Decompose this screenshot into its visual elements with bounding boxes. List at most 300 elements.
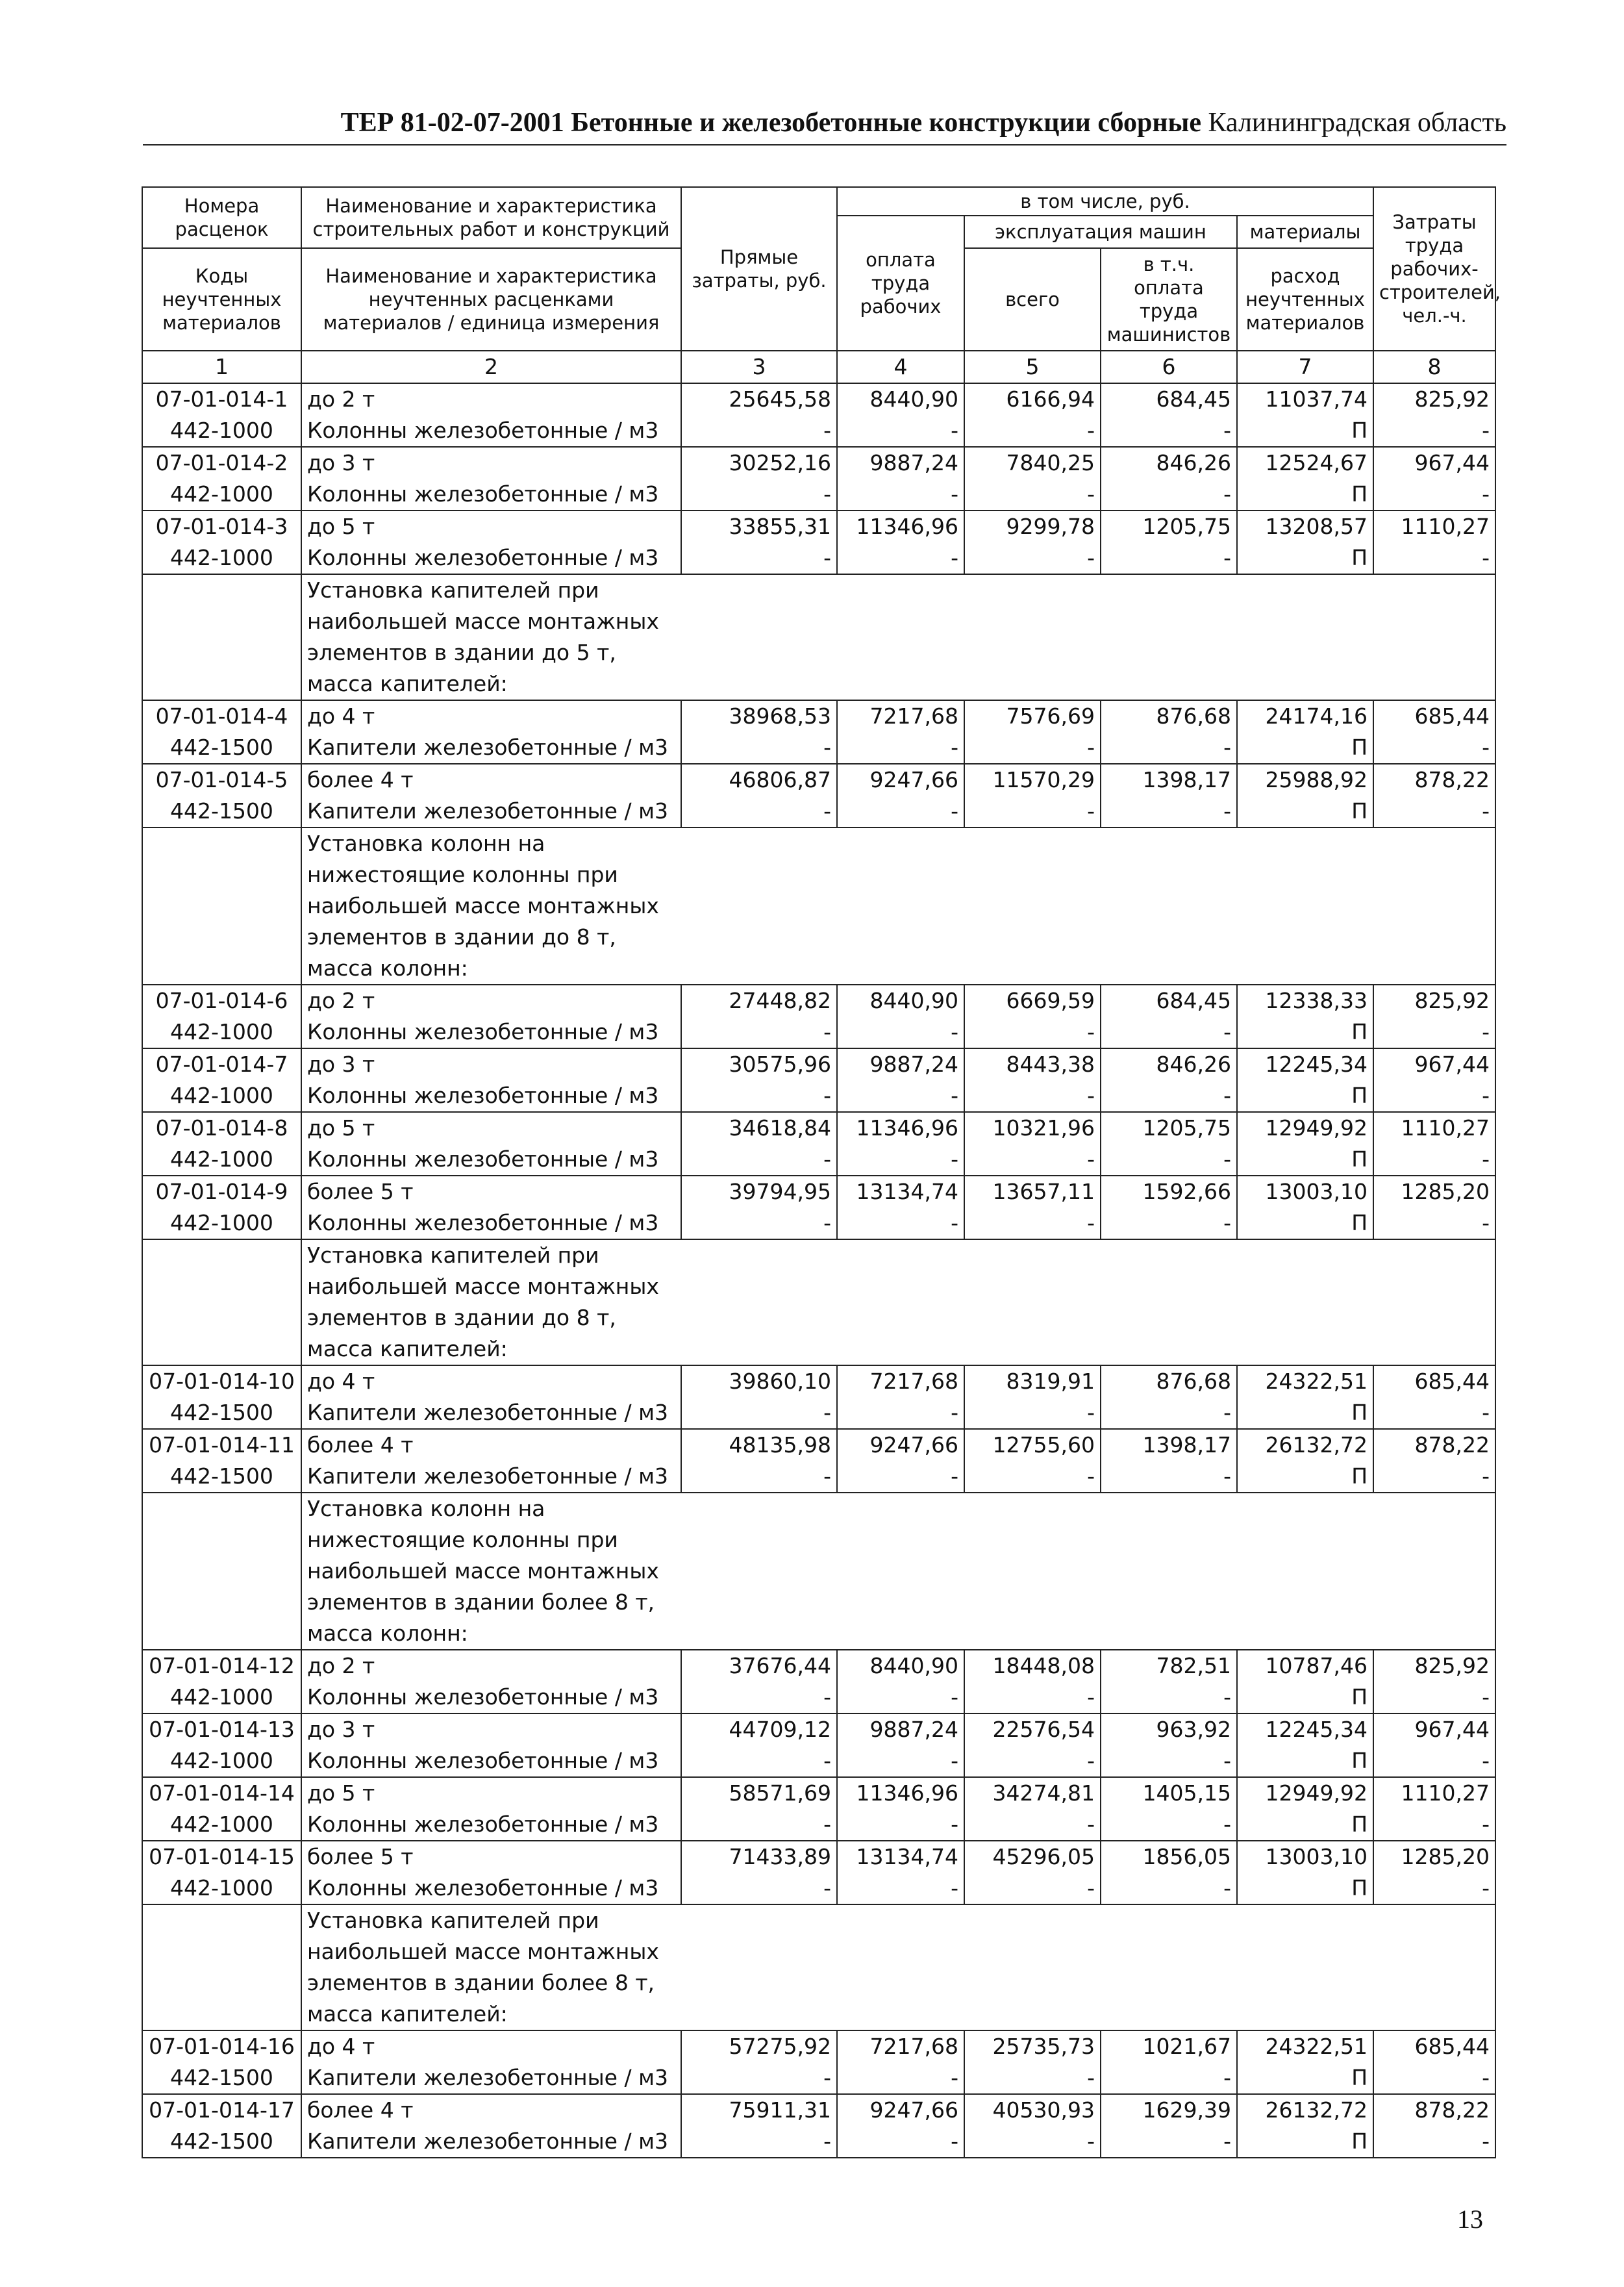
material-name: Капители железобетонные / м3 xyxy=(301,1461,681,1493)
rate-value: 878,22 xyxy=(1373,2094,1495,2126)
material-value: - xyxy=(1101,1682,1237,1713)
material-value: - xyxy=(1373,1080,1495,1112)
column-number: 1 xyxy=(142,351,301,383)
rate-value: 8440,90 xyxy=(837,985,964,1017)
rate-value: 10321,96 xyxy=(964,1112,1101,1144)
rate-value: 685,44 xyxy=(1373,2030,1495,2062)
material-value: - xyxy=(837,1682,964,1713)
rate-name: до 2 т xyxy=(301,1650,681,1682)
rate-row xyxy=(142,1365,1495,1397)
material-value: - xyxy=(1101,1207,1237,1239)
rate-value: 9247,66 xyxy=(837,1429,964,1461)
material-value: - xyxy=(1373,2062,1495,2094)
rate-value: 34618,84 xyxy=(681,1112,837,1144)
material-value: - xyxy=(1101,1144,1237,1176)
rate-value: 25645,58 xyxy=(681,383,837,415)
rate-value: 37676,44 xyxy=(681,1650,837,1682)
column-number: 4 xyxy=(837,351,964,383)
material-value: - xyxy=(681,1745,837,1777)
material-value: - xyxy=(1373,1017,1495,1048)
material-value: П xyxy=(1237,1207,1373,1239)
section-row xyxy=(142,1904,1495,2030)
material-value: - xyxy=(681,2126,837,2158)
material-value: П xyxy=(1237,1809,1373,1841)
section-heading-text: Установка колонн на нижестоящие колонны при наибольшей массе монтажных элементов в здании до 8 т, масса колонн: xyxy=(307,831,659,981)
rate-name: до 4 т xyxy=(301,2030,681,2062)
material-value: - xyxy=(837,732,964,764)
material-value: - xyxy=(1373,1397,1495,1429)
rate-code: 07-01-014-10 xyxy=(142,1365,301,1397)
rate-value: 11570,29 xyxy=(964,764,1101,796)
material-value: - xyxy=(964,1397,1101,1429)
rate-code: 07-01-014-9 xyxy=(142,1176,301,1207)
rate-value: 13134,74 xyxy=(837,1176,964,1207)
rate-value: 6669,59 xyxy=(964,985,1101,1017)
rate-value: 1629,39 xyxy=(1101,2094,1237,2126)
material-value: - xyxy=(1101,1397,1237,1429)
material-value: - xyxy=(837,479,964,511)
rate-value: 846,26 xyxy=(1101,447,1237,479)
material-code: 442-1000 xyxy=(142,1080,301,1112)
rate-value: 8319,91 xyxy=(964,1365,1101,1397)
header-col2-top: Наименование и характеристика строительных работ и конструкций xyxy=(301,187,681,248)
rate-value: 12949,92 xyxy=(1237,1112,1373,1144)
material-row xyxy=(142,2062,1495,2094)
material-value: - xyxy=(681,1080,837,1112)
rate-row xyxy=(142,1777,1495,1809)
material-row xyxy=(142,796,1495,828)
rate-value: 13134,74 xyxy=(837,1841,964,1873)
rate-value: 825,92 xyxy=(1373,383,1495,415)
rate-value: 876,68 xyxy=(1101,1365,1237,1397)
rate-value: 878,22 xyxy=(1373,764,1495,796)
column-number: 8 xyxy=(1373,351,1495,383)
material-value: - xyxy=(964,1745,1101,1777)
rate-value: 9247,66 xyxy=(837,764,964,796)
rate-value: 39860,10 xyxy=(681,1365,837,1397)
rate-value: 25988,92 xyxy=(1237,764,1373,796)
material-value: - xyxy=(837,1017,964,1048)
material-code: 442-1000 xyxy=(142,1017,301,1048)
material-value: - xyxy=(1101,1745,1237,1777)
material-value: - xyxy=(837,1873,964,1904)
material-value: - xyxy=(837,1080,964,1112)
rate-name: до 5 т xyxy=(301,511,681,542)
material-name: Колонны железобетонные / м3 xyxy=(301,1144,681,1176)
material-value: - xyxy=(1373,542,1495,574)
rate-row xyxy=(142,2094,1495,2126)
rate-value: 71433,89 xyxy=(681,1841,837,1873)
rate-value: 9887,24 xyxy=(837,1048,964,1080)
material-value: - xyxy=(1373,1745,1495,1777)
material-value: П xyxy=(1237,2062,1373,2094)
rate-value: 45296,05 xyxy=(964,1841,1101,1873)
material-value: - xyxy=(1373,1144,1495,1176)
rate-value: 1856,05 xyxy=(1101,1841,1237,1873)
material-value: П xyxy=(1237,415,1373,447)
material-row xyxy=(142,479,1495,511)
material-code: 442-1000 xyxy=(142,1809,301,1841)
material-value: - xyxy=(964,1207,1101,1239)
material-row xyxy=(142,542,1495,574)
rate-code: 07-01-014-13 xyxy=(142,1713,301,1745)
material-value: П xyxy=(1237,479,1373,511)
material-code: 442-1000 xyxy=(142,1207,301,1239)
rate-value: 22576,54 xyxy=(964,1713,1101,1745)
material-value: - xyxy=(1101,1873,1237,1904)
material-value: П xyxy=(1237,1873,1373,1904)
rate-value: 44709,12 xyxy=(681,1713,837,1745)
rate-code: 07-01-014-3 xyxy=(142,511,301,542)
rate-value: 1405,15 xyxy=(1101,1777,1237,1809)
section-heading-text: Установка капителей при наибольшей массе монтажных элементов в здании до 8 т, масса капителей: xyxy=(307,1243,659,1361)
rate-value: 782,51 xyxy=(1101,1650,1237,1682)
material-name: Колонны железобетонные / м3 xyxy=(301,1080,681,1112)
rate-value: 685,44 xyxy=(1373,700,1495,732)
material-row xyxy=(142,1207,1495,1239)
rate-name: более 5 т xyxy=(301,1176,681,1207)
material-value: - xyxy=(964,542,1101,574)
material-row xyxy=(142,732,1495,764)
material-value: - xyxy=(964,1461,1101,1493)
rate-value: 33855,31 xyxy=(681,511,837,542)
rate-value: 30575,96 xyxy=(681,1048,837,1080)
rate-name: до 4 т xyxy=(301,1365,681,1397)
material-value: - xyxy=(837,1144,964,1176)
page-number: 13 xyxy=(1457,2205,1483,2234)
rate-value: 12755,60 xyxy=(964,1429,1101,1461)
section-row xyxy=(142,574,1495,700)
material-value: - xyxy=(837,415,964,447)
rate-value: 30252,16 xyxy=(681,447,837,479)
column-number: 7 xyxy=(1237,351,1373,383)
material-value: П xyxy=(1237,732,1373,764)
rate-name: более 4 т xyxy=(301,764,681,796)
section-heading xyxy=(301,1904,1495,2030)
rate-value: 40530,93 xyxy=(964,2094,1101,2126)
column-number: 2 xyxy=(301,351,681,383)
rate-row xyxy=(142,447,1495,479)
header-col4: оплата труда рабочих xyxy=(837,216,964,351)
rate-value: 12524,67 xyxy=(1237,447,1373,479)
material-value: П xyxy=(1237,1144,1373,1176)
rate-row xyxy=(142,1429,1495,1461)
material-value: П xyxy=(1237,796,1373,828)
estimate-table xyxy=(142,186,1501,2158)
material-value: - xyxy=(1373,2126,1495,2158)
material-value: - xyxy=(1101,2062,1237,2094)
material-code: 442-1000 xyxy=(142,479,301,511)
rate-code: 07-01-014-8 xyxy=(142,1112,301,1144)
rate-value: 876,68 xyxy=(1101,700,1237,732)
material-value: - xyxy=(681,1207,837,1239)
material-value: - xyxy=(681,1873,837,1904)
material-name: Колонны железобетонные / м3 xyxy=(301,1682,681,1713)
document-title: ТЕР 81-02-07-2001 Бетонные и железобетонные конструкции сборные xyxy=(340,108,1201,138)
rate-value: 13208,57 xyxy=(1237,511,1373,542)
rate-row xyxy=(142,985,1495,1017)
material-row xyxy=(142,415,1495,447)
rate-value: 1021,67 xyxy=(1101,2030,1237,2062)
material-value: - xyxy=(1373,415,1495,447)
material-value: П xyxy=(1237,1397,1373,1429)
header-materials: материалы xyxy=(1237,216,1373,248)
rate-value: 10787,46 xyxy=(1237,1650,1373,1682)
rate-value: 12949,92 xyxy=(1237,1777,1373,1809)
material-code: 442-1500 xyxy=(142,1461,301,1493)
rate-value: 24322,51 xyxy=(1237,2030,1373,2062)
rate-row xyxy=(142,383,1495,415)
rate-value: 48135,98 xyxy=(681,1429,837,1461)
material-value: - xyxy=(1101,1461,1237,1493)
rate-value: 46806,87 xyxy=(681,764,837,796)
rate-value: 8440,90 xyxy=(837,383,964,415)
column-number: 5 xyxy=(964,351,1101,383)
rate-value: 34274,81 xyxy=(964,1777,1101,1809)
material-code: 442-1500 xyxy=(142,1397,301,1429)
material-code: 442-1000 xyxy=(142,415,301,447)
material-value: П xyxy=(1237,1745,1373,1777)
material-code: 442-1000 xyxy=(142,1682,301,1713)
rate-value: 1285,20 xyxy=(1373,1176,1495,1207)
material-value: - xyxy=(1101,2126,1237,2158)
section-code-cell xyxy=(142,1493,301,1650)
rate-row xyxy=(142,700,1495,732)
rate-code: 07-01-014-14 xyxy=(142,1777,301,1809)
rate-value: 825,92 xyxy=(1373,1650,1495,1682)
header-incl: в том числе, руб. xyxy=(837,187,1373,216)
rate-value: 6166,94 xyxy=(964,383,1101,415)
section-code-cell xyxy=(142,574,301,700)
material-value: - xyxy=(964,732,1101,764)
rate-value: 963,92 xyxy=(1101,1713,1237,1745)
rate-value: 9299,78 xyxy=(964,511,1101,542)
material-code: 442-1000 xyxy=(142,542,301,574)
rate-row xyxy=(142,1841,1495,1873)
rate-name: до 2 т xyxy=(301,383,681,415)
rate-value: 11346,96 xyxy=(837,511,964,542)
material-value: - xyxy=(681,796,837,828)
header-col2-bottom: Наименование и характеристика неучтенных расценками материалов / единица измерения xyxy=(301,248,681,351)
rate-value: 11037,74 xyxy=(1237,383,1373,415)
rate-value: 1398,17 xyxy=(1101,1429,1237,1461)
rate-name: до 5 т xyxy=(301,1112,681,1144)
material-value: - xyxy=(681,2062,837,2094)
material-value: - xyxy=(1101,479,1237,511)
material-code: 442-1500 xyxy=(142,2062,301,2094)
material-value: - xyxy=(837,796,964,828)
material-value: - xyxy=(1101,1080,1237,1112)
material-name: Колонны железобетонные / м3 xyxy=(301,1207,681,1239)
material-value: - xyxy=(964,1809,1101,1841)
material-value: - xyxy=(837,2126,964,2158)
rate-value: 967,44 xyxy=(1373,1048,1495,1080)
material-value: - xyxy=(681,1461,837,1493)
rate-value: 27448,82 xyxy=(681,985,837,1017)
material-value: - xyxy=(964,796,1101,828)
section-code-cell xyxy=(142,1904,301,2030)
material-name: Колонны железобетонные / м3 xyxy=(301,1745,681,1777)
rate-value: 1398,17 xyxy=(1101,764,1237,796)
material-value: - xyxy=(964,415,1101,447)
section-heading xyxy=(301,1493,1495,1650)
rate-value: 1285,20 xyxy=(1373,1841,1495,1873)
section-heading-text: Установка капителей при наибольшей массе монтажных элементов в здании более 8 т, масса капителей: xyxy=(307,1908,659,2027)
section-heading-text: Установка капителей при наибольшей массе монтажных элементов в здании до 5 т, масса капителей: xyxy=(307,577,659,696)
table-body xyxy=(142,383,1495,2158)
material-value: - xyxy=(1373,1809,1495,1841)
material-row xyxy=(142,1461,1495,1493)
rate-value: 8440,90 xyxy=(837,1650,964,1682)
material-value: - xyxy=(1101,542,1237,574)
material-value: П xyxy=(1237,1080,1373,1112)
rate-name: более 4 т xyxy=(301,2094,681,2126)
material-value: - xyxy=(837,1397,964,1429)
rate-code: 07-01-014-1 xyxy=(142,383,301,415)
material-value: - xyxy=(681,1144,837,1176)
material-value: - xyxy=(1373,796,1495,828)
material-value: - xyxy=(964,2062,1101,2094)
section-code-cell xyxy=(142,828,301,985)
rate-value: 9887,24 xyxy=(837,1713,964,1745)
material-name: Колонны железобетонные / м3 xyxy=(301,1809,681,1841)
rate-value: 12245,34 xyxy=(1237,1713,1373,1745)
material-value: П xyxy=(1237,2126,1373,2158)
rate-code: 07-01-014-11 xyxy=(142,1429,301,1461)
section-code-cell xyxy=(142,1239,301,1365)
section-heading xyxy=(301,828,1495,985)
header-col1-bottom: Коды неучтенных материалов xyxy=(142,248,301,351)
material-value: - xyxy=(1101,1809,1237,1841)
header-col5: всего xyxy=(964,248,1101,351)
material-value: - xyxy=(964,1080,1101,1112)
material-name: Капители железобетонные / м3 xyxy=(301,1397,681,1429)
rate-value: 9887,24 xyxy=(837,447,964,479)
rate-value: 878,22 xyxy=(1373,1429,1495,1461)
rate-value: 7840,25 xyxy=(964,447,1101,479)
rate-row xyxy=(142,511,1495,542)
rate-name: до 3 т xyxy=(301,1048,681,1080)
header-col3: Прямые затраты, руб. xyxy=(681,187,837,351)
material-name: Колонны железобетонные / м3 xyxy=(301,542,681,574)
header-col8: Затраты труда рабочих-строителей, чел.-ч. xyxy=(1373,187,1495,351)
rate-row xyxy=(142,1176,1495,1207)
material-value: - xyxy=(964,2126,1101,2158)
material-value: - xyxy=(681,732,837,764)
material-value: - xyxy=(681,1017,837,1048)
rate-name: до 2 т xyxy=(301,985,681,1017)
rate-value: 57275,92 xyxy=(681,2030,837,2062)
rate-value: 846,26 xyxy=(1101,1048,1237,1080)
rate-value: 26132,72 xyxy=(1237,2094,1373,2126)
rate-code: 07-01-014-15 xyxy=(142,1841,301,1873)
rate-name: до 5 т xyxy=(301,1777,681,1809)
material-code: 442-1000 xyxy=(142,1745,301,1777)
material-name: Колонны железобетонные / м3 xyxy=(301,1873,681,1904)
material-name: Колонны железобетонные / м3 xyxy=(301,479,681,511)
rate-value: 1205,75 xyxy=(1101,511,1237,542)
rate-value: 684,45 xyxy=(1101,985,1237,1017)
rate-value: 26132,72 xyxy=(1237,1429,1373,1461)
rate-value: 825,92 xyxy=(1373,985,1495,1017)
rate-row xyxy=(142,1048,1495,1080)
material-name: Капители железобетонные / м3 xyxy=(301,732,681,764)
material-code: 442-1000 xyxy=(142,1144,301,1176)
rate-value: 1205,75 xyxy=(1101,1112,1237,1144)
material-row xyxy=(142,1397,1495,1429)
column-number: 3 xyxy=(681,351,837,383)
header-col7: расход неучтенных материалов xyxy=(1237,248,1373,351)
rate-value: 24174,16 xyxy=(1237,700,1373,732)
material-row xyxy=(142,1873,1495,1904)
rate-value: 967,44 xyxy=(1373,1713,1495,1745)
page-header xyxy=(143,107,1506,138)
rate-value: 685,44 xyxy=(1373,1365,1495,1397)
rate-value: 9247,66 xyxy=(837,2094,964,2126)
material-code: 442-1500 xyxy=(142,2126,301,2158)
material-value: П xyxy=(1237,1682,1373,1713)
rate-value: 7217,68 xyxy=(837,700,964,732)
material-value: - xyxy=(681,1397,837,1429)
rate-row xyxy=(142,2030,1495,2062)
rate-value: 18448,08 xyxy=(964,1650,1101,1682)
material-code: 442-1500 xyxy=(142,732,301,764)
section-row xyxy=(142,1239,1495,1365)
material-row xyxy=(142,1144,1495,1176)
material-name: Капители железобетонные / м3 xyxy=(301,2126,681,2158)
material-value: - xyxy=(681,1809,837,1841)
material-row xyxy=(142,1080,1495,1112)
rate-value: 12338,33 xyxy=(1237,985,1373,1017)
section-heading-text: Установка колонн на нижестоящие колонны при наибольшей массе монтажных элементов в здании более 8 т, масса колонн: xyxy=(307,1496,659,1646)
material-value: П xyxy=(1237,1461,1373,1493)
rate-value: 967,44 xyxy=(1373,447,1495,479)
material-code: 442-1000 xyxy=(142,1873,301,1904)
rate-code: 07-01-014-2 xyxy=(142,447,301,479)
rate-value: 13003,10 xyxy=(1237,1841,1373,1873)
rate-row xyxy=(142,1713,1495,1745)
rate-name: до 4 т xyxy=(301,700,681,732)
material-value: - xyxy=(837,542,964,574)
section-row xyxy=(142,828,1495,985)
material-name: Капители железобетонные / м3 xyxy=(301,796,681,828)
material-name: Колонны железобетонные / м3 xyxy=(301,415,681,447)
rate-value: 75911,31 xyxy=(681,2094,837,2126)
material-value: - xyxy=(1101,732,1237,764)
rate-value: 39794,95 xyxy=(681,1176,837,1207)
rate-name: более 4 т xyxy=(301,1429,681,1461)
material-row xyxy=(142,2126,1495,2158)
material-value: - xyxy=(837,2062,964,2094)
rate-value: 12245,34 xyxy=(1237,1048,1373,1080)
material-value: - xyxy=(681,542,837,574)
material-value: - xyxy=(964,1873,1101,1904)
header-rule xyxy=(143,144,1506,145)
material-row xyxy=(142,1745,1495,1777)
rate-value: 7576,69 xyxy=(964,700,1101,732)
rate-value: 38968,53 xyxy=(681,700,837,732)
material-value: П xyxy=(1237,1017,1373,1048)
material-value: - xyxy=(964,1144,1101,1176)
rate-code: 07-01-014-16 xyxy=(142,2030,301,2062)
rate-value: 1592,66 xyxy=(1101,1176,1237,1207)
rate-value: 11346,96 xyxy=(837,1112,964,1144)
section-heading xyxy=(301,1239,1495,1365)
material-value: - xyxy=(1373,1207,1495,1239)
rate-code: 07-01-014-5 xyxy=(142,764,301,796)
rate-code: 07-01-014-12 xyxy=(142,1650,301,1682)
material-value: - xyxy=(681,415,837,447)
